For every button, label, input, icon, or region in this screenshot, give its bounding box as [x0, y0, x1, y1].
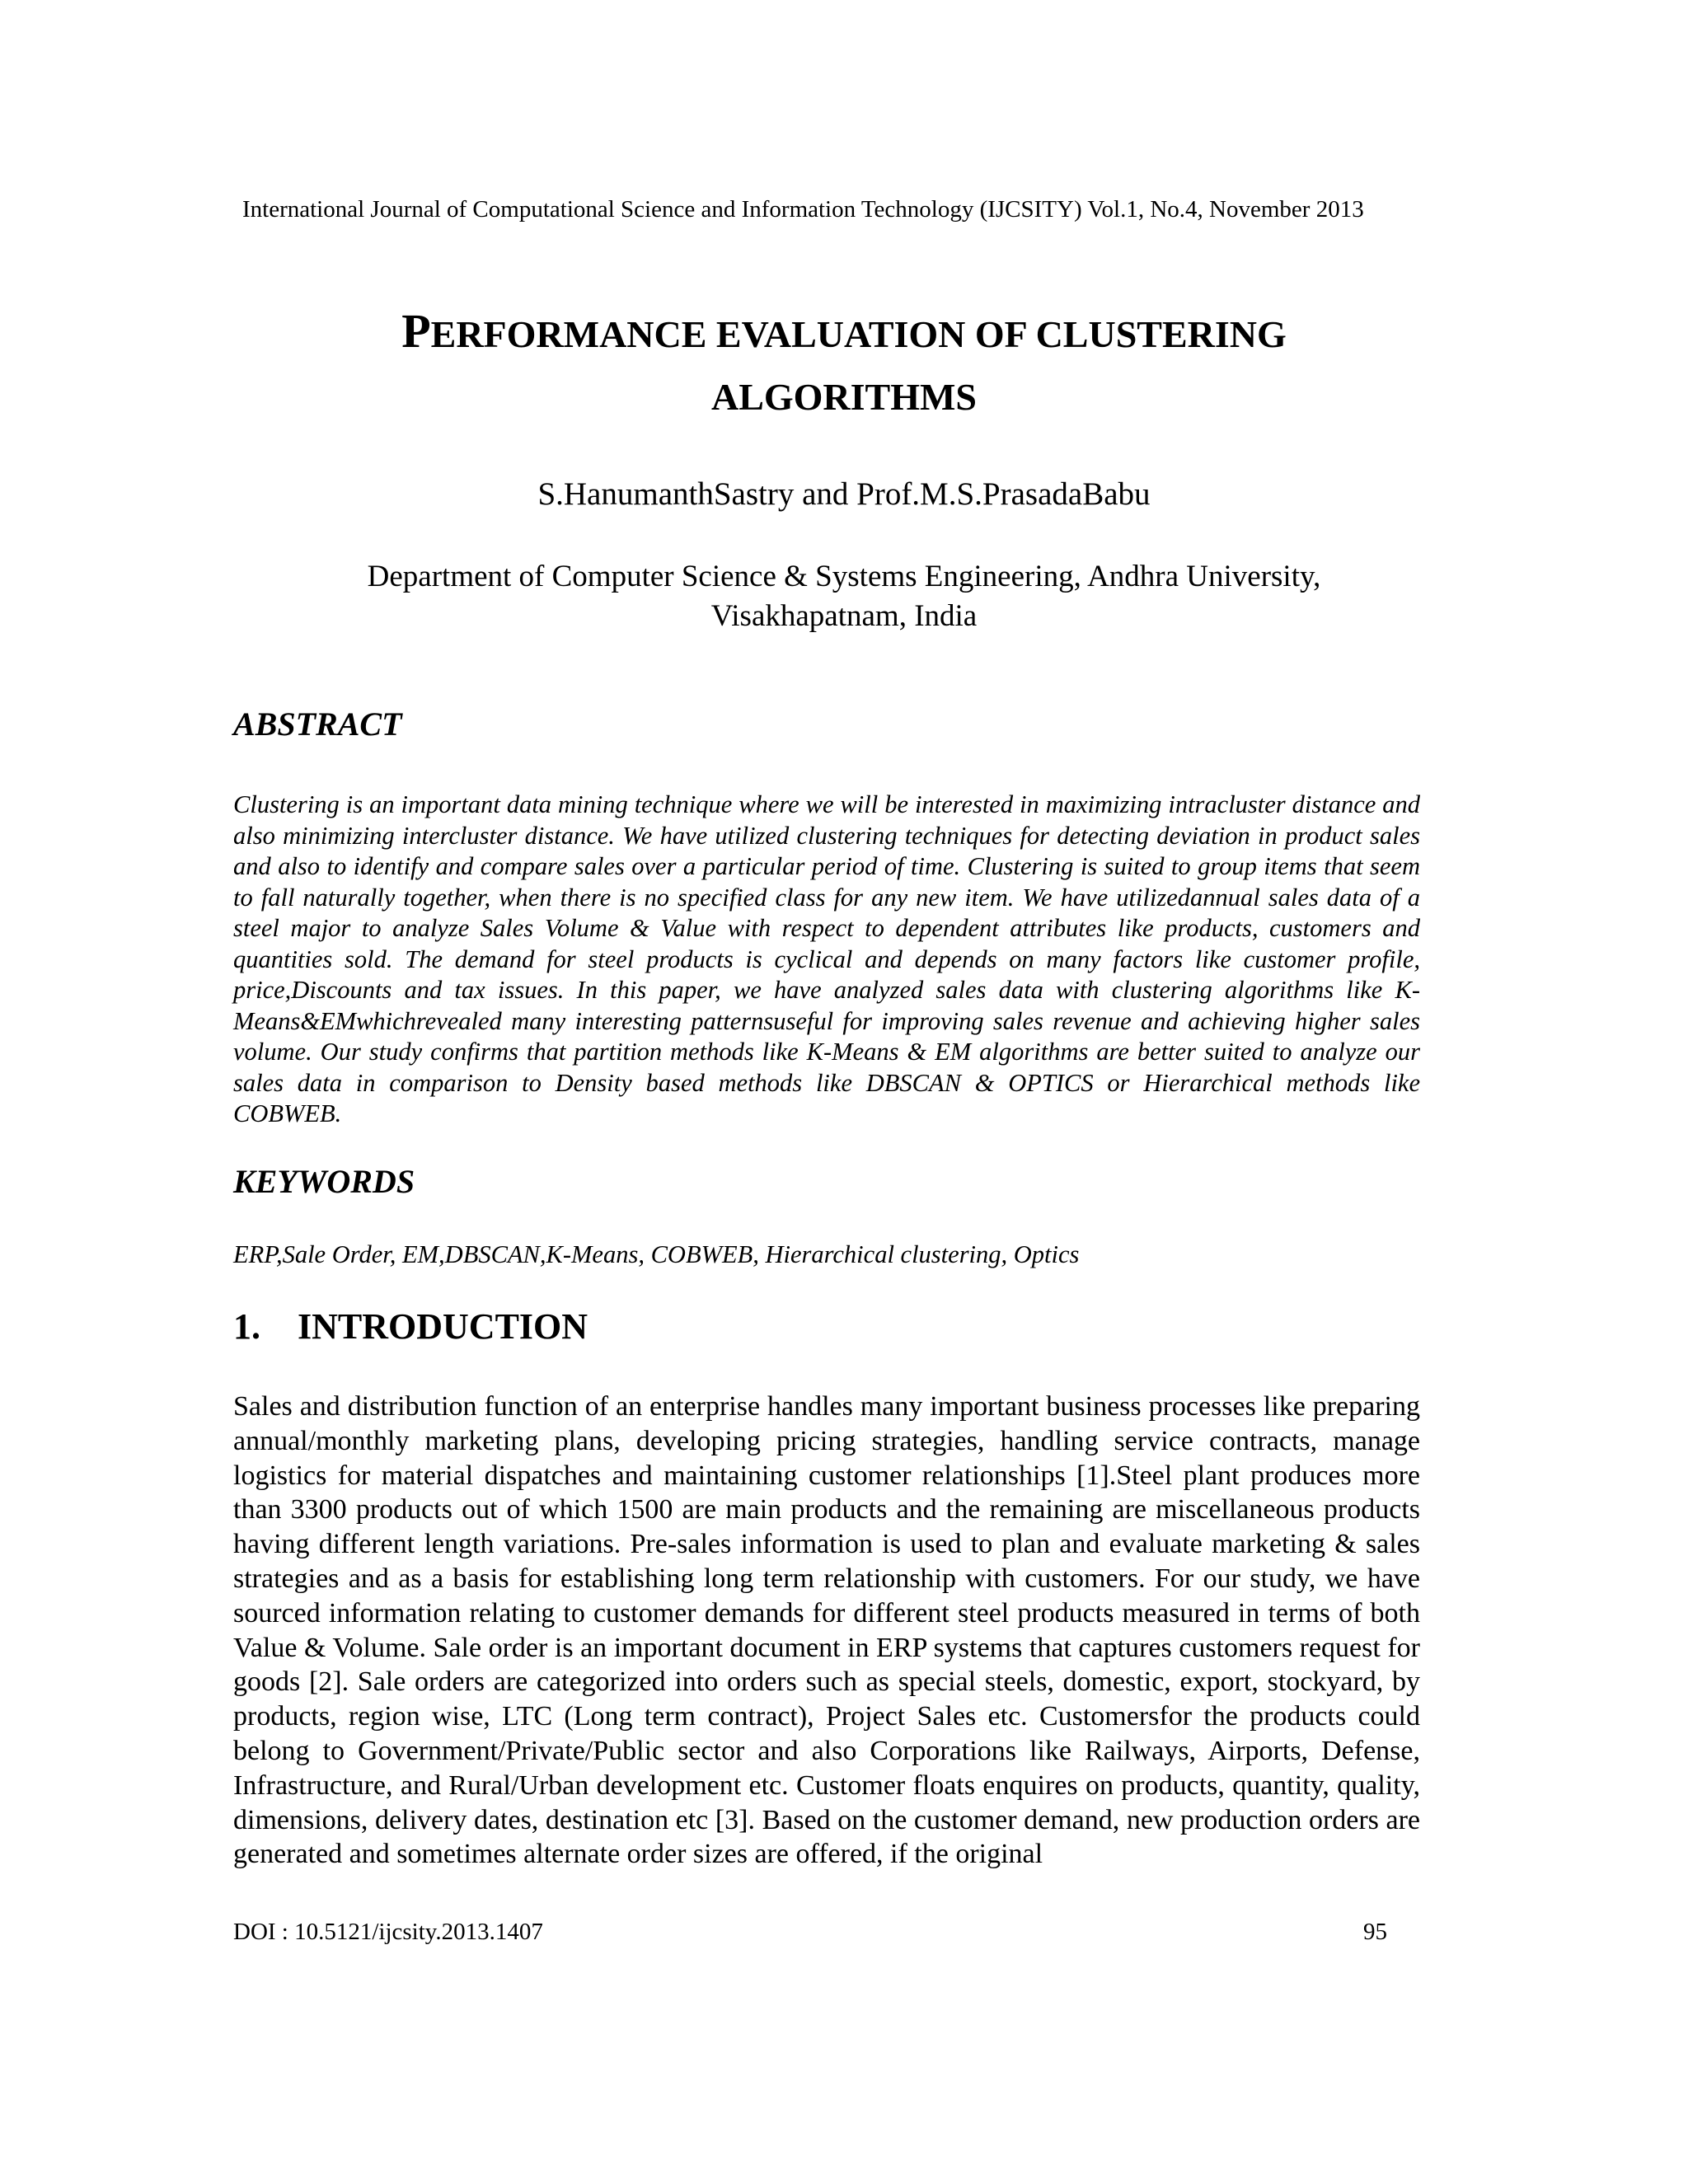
introduction-heading — [233, 1305, 588, 1348]
title-line-2: ALGORITHMS — [710, 376, 978, 418]
keywords-heading: KEYWORDS — [233, 1163, 415, 1200]
title-line-1-rest: ERFORMANCE EVALUATION OF CLUSTERING — [430, 313, 1287, 355]
footer-doi: DOI : 10.5121/ijcsity.2013.1407 — [233, 1919, 543, 1945]
affiliation-line-1: Department of Computer Science & Systems Engineering, Andhra University, — [367, 560, 1321, 593]
title-line-1 — [242, 300, 1446, 366]
introduction-text: Sales and distribution function of an enterprise handles many important business processes like preparing annual/monthly marketing plans, developing pricing strategies, handling service contracts, manage logistics for material dispatches and maintaining customer relationships [1].Steel plant produces more than 3300 products out of which 1500 are main products and the remaining are miscellaneous products having different length variations. Pre-sales information is used to plan and evaluate marketing & sales strategies and as a basis for establishing long term relationship with customers. For our study, we have sourced information relating to customer demands for different steel products measured in terms of both Value & Volume. Sale order is an important document in ERP systems that captures customers request for goods [2]. Sale orders are categorized into orders such as special steels, domestic, export, stockyard, by products, region wise, LTC (Long term contract), Project Sales etc. Customersfor the products could belong to Government/Private/Public sector and also Corporations like Railways, Airports, Defense, Infrastructure, and Rural/Urban development etc. Customer floats enquires on products, quantity, quality, dimensions, delivery dates, destination etc [3]. Based on the customer demand, new production orders are generated and sometimes alternate order sizes are offered, if the original — [233, 1391, 1420, 1870]
abstract-text: Clustering is an important data mining technique where we will be interested in maximizing intracluster distance and also minimizing intercluster distance. We have utilized clustering techniques for detecting deviation in product sales and also to identify and compare sales over a particular period of time. Clustering is suited to group items that seem to fall naturally together, when there is no specified class for any new item. We have utilizedannual sales data of a steel major to analyze Sales Volume & Value with respect to dependent attributes like products, customers and quantities sold. The demand for steel products is cyclical and depends on many factors like customer profile, price,Discounts and tax issues. In this paper, we have analyzed sales data with clustering algorithms like K-Means&EMwhichrevealed many interesting patternsuseful for improving sales revenue and achieving higher sales volume. Our study confirms that partition methods like K-Means & EM algorithms are better suited to analyze our sales data in comparison to Density based methods like DBSCAN & OPTICS or Hierarchical methods like COBWEB. — [233, 790, 1420, 1127]
keywords-text: ERP,Sale Order, EM,DBSCAN,K-Means, COBWEB, Hierarchical clustering, Optics — [233, 1240, 1080, 1268]
running-header: International Journal of Computational Science and Information Technology (IJCSITY) Vol.1, No.4, November 2013 — [242, 196, 1364, 223]
authors: S.HanumanthSastry and Prof.M.S.PrasadaBabu — [537, 476, 1151, 512]
page-number: 95 — [1363, 1919, 1387, 1945]
affiliation — [242, 557, 1446, 636]
title-initial: P — [401, 304, 431, 358]
affiliation-line-2: Visakhapatnam, India — [710, 599, 978, 633]
paper-title — [242, 300, 1446, 429]
section-title: INTRODUCTION — [298, 1306, 588, 1347]
abstract-heading: ABSTRACT — [233, 705, 402, 743]
section-number: 1. — [233, 1306, 260, 1347]
